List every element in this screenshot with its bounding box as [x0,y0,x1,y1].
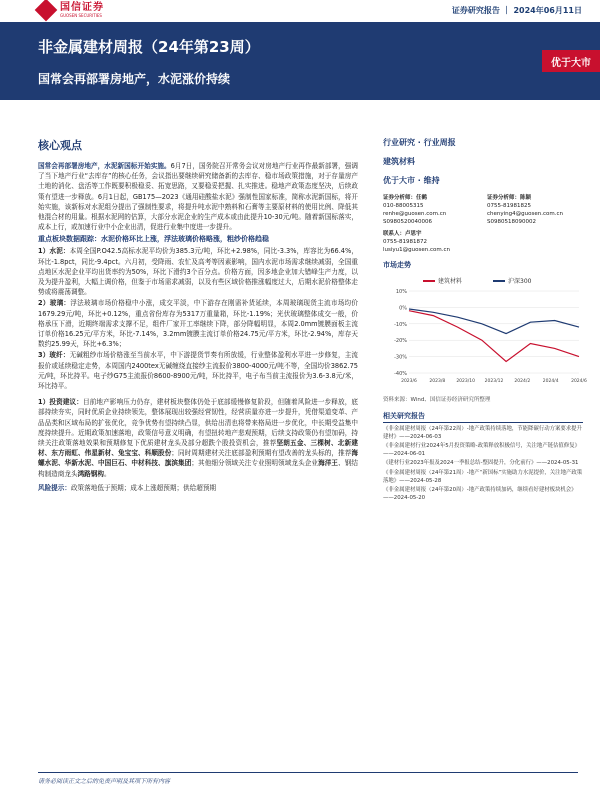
related-reports-title: 相关研究报告 [383,411,583,423]
paragraph-fiber: 3）玻纤：无碱粗纱市场价格涨至当前水平，中下游提货节奏有所放缓，行业整体盈利水平进一步修复，主流报价或延续稳定走势，本周国内2400tex无碱缠绕直接纱主流报价3800-4000元/吨不等，全国均价3862.75元/吨，环比持平。电子纱G75主流报价8600-8900元/吨，环比持平，电子布当前主流报价为3.6-3.8元/米，环比持平。 [38,351,359,391]
legend-label: 沪深300 [508,278,532,285]
sector-tag: 建筑材料 [383,157,415,166]
brand-name: 国信证券 [60,1,104,13]
y-tick-label: 0% [399,305,407,312]
market-trend-chart [383,273,587,393]
related-report-item[interactable]: 《非金属建材周报（24年第21周）-地产“新国标”实施助力水泥提价，关注地产政策落地》——2024-05-28 [383,469,583,484]
brand-name-en: GUOSEN SECURITIES [60,12,102,18]
footer [38,772,578,785]
related-report-item[interactable]: 《非金属建材周报（24年第22周）-地产政策持续落地，节能降碳行动方案要求提升建材》——2024-06-03 [383,426,582,440]
analyst-1: 证券分析师：任鹤 010-88005315 renhe@guosen.com.cn S0980520040006 [383,195,447,225]
market-trend-title: 市场走势 [383,261,411,269]
analysts [383,194,583,226]
paragraph-cement: 1）水泥：本周全国P.O42.5高标水泥平均价为385.3元/吨，环比+2.98%，同比-3.3%，库容比为66.4%，环比-1.8pct，同比-9.4pct。六月初，受降雨、农忙及高考等因素影响，国内水泥市场需求继续减弱，全国重点地区水泥企业平均出货率约为50%，环比下滑约3个百分点。价格方面，因多地企业加大错峰生产力度，以及为提升盈利，大幅上调价格，但鉴于市场需求减弱，以及有些区域价格推涨幅度过大，后期水泥价格整体走势或将震荡调整。 [38,247,359,297]
report-type: 证券研究报告 ｜ 2024年06月11日 [451,6,582,15]
brand-logo [38,2,104,18]
logo-mark-icon [35,0,58,21]
related-report-item[interactable]: 《非金属建材行业2024年5月投资策略-政策释放积极信号，关注地产链估值修复》——2024-06-01 [383,443,580,457]
sidebar [383,137,587,504]
report-title: 非金属建材周报（24年第23周） [38,38,260,56]
analyst-2: 证券分析师：陈颖 0755-81981825 chenying4@guosen.com.cn S0980518090002 [487,195,563,225]
y-tick-label: -10% [394,321,407,328]
rating-badge: 优于大市 [542,50,600,72]
related-report-item[interactable]: 《非金属建材周报（24年第20周）-地产政策持续加码，继续看好建材板块机会》——2024-05-20 [383,487,577,501]
section-title: 核心观点 [38,139,82,152]
industry-tag: 行业研究 · 行业周报 [383,138,456,147]
data-tracking-heading: 重点板块数据跟踪：水泥价格环比上涨，浮法玻璃价格略涨，粗纱价格趋稳 [38,235,269,244]
rating-line: 优于大市 · 维持 [383,176,440,185]
x-tick-label: 2024/4 [542,379,559,384]
contact-person: 联系人：卢思宇 0755-81981872 lusiyu1@guosen.com.cn [383,231,450,253]
x-tick-label: 2024/6 [571,379,587,384]
paragraph-advice: 1）投资建议：目前地产影响压力仍存，建材板块整体仍处于底部缓慢修复阶段，但随着风险进一步释放，底部持续夯实，同时优质企业持续领先，整体展现出较强经营韧性，经营质量亦进一步提升，凭借渠道变革、产品品类和区域布局的扩张优化，竞争优势有望持续凸显，供给出清也将带来格局进一步优化，中长期受益集中度持续提升。近期政策加速落地，政策信号意义明确，有望扭转地产悲观预期，后续支持政策仍有望加码，持续关注政策落地效果和预期修复下优质建材龙头及部分超跌个股投资机会，推荐坚朗五金、三棵树、北新建材、东方雨虹、伟星新材、兔宝宝、科顺股份；同时周期建材关注底部盈利预期有望改善的龙头标的，推荐海螺水泥、华新水泥、中国巨石、中材科技、旗滨集团；其他细分领域关注专业照明领域龙头企业海洋王、钢结构制造商龙头鸿路钢构。 [38,398,359,478]
x-tick-label: 2023/12 [484,379,504,384]
series-line [409,309,579,334]
series-line [409,311,579,362]
y-tick-label: -20% [394,338,407,345]
y-tick-label: -30% [394,354,407,361]
chart-svg [383,273,587,393]
y-tick-label: -40% [394,371,407,377]
top-bar [0,0,600,22]
title-banner [0,22,600,100]
x-tick-label: 2023/8 [429,379,446,384]
related-reports-list [383,426,583,502]
paragraph-glass: 2）玻璃：浮法玻璃市场价格稳中小涨，成交平淡，中下游存在刚需补货延续，本周玻璃现货主流市场均价1679.29元/吨，环比+0.12%，重点省份库存为5317万重量箱，环比-1.19%；光伏玻璃整体成交一般，价格承压下滑，近期终端需求支撑不足，组件厂家开工率继续下降，部分降幅明显，本周2.0mm镀膜面板主流订单价格16.25元/平方米，环比-7.14%，3.2mm镀膜主流订单价格24.75元/平方米，环比-2.94%，库存天数约25.99天，环比+6.3%； [38,299,358,349]
disclaimer: 请务必阅读正文之后的免责声明及其项下所有内容 [38,778,171,785]
chart-source: 资料来源：Wind、国信证券经济研究所整理 [383,397,491,403]
paragraph-risk: 风险提示：政策落地低于预期；成本上涨超预期；供给超预期 [38,483,217,492]
y-tick-label: 10% [395,289,407,295]
x-tick-label: 2023/10 [456,379,476,384]
paragraph-policy: 国常会再部署房地产，水泥新国标开始实施。6月7日，国务院召开常务会议对房地产行业再作最新部署，强调了当下地产行业“去库存”的核心任务，会议指出要继续研究储备新的去库存、稳市场政策措施，对于存量房产土地的消化、盘活等工作既要积极稳妥、拓宽思路，又要稳妥把握、扎实推进。稳地产政策态度坚决，后续政策有望进一步释放。6月1日起，GB175—2023《通用硅酸盐水泥》强制性国家标准，简称水泥新国标，将开始实施，该新标对水泥组分提出了强制性要求，将提升吨水泥中熟料和石膏等主要原材料的使用比例、降低其他混合材的用量。根据水泥网的估算，大部分水泥企业的生产成本或由此提升10-30元/吨。随着新国标落实，成本上行，或加速行业中小企业出清，促进行业集中度进一步提升。 [38,162,359,232]
x-tick-label: 2023/6 [401,379,417,384]
x-tick-label: 2024/2 [514,379,531,384]
legend-label: 建筑材料 [438,278,463,285]
main-content [38,137,358,494]
related-report-item[interactable]: 《建材行业2023年报及2024一季报总结-整固提升，分化前行》——2024-05-31 [383,460,579,467]
report-subtitle: 国常会再部署房地产，水泥涨价持续 [38,72,231,86]
